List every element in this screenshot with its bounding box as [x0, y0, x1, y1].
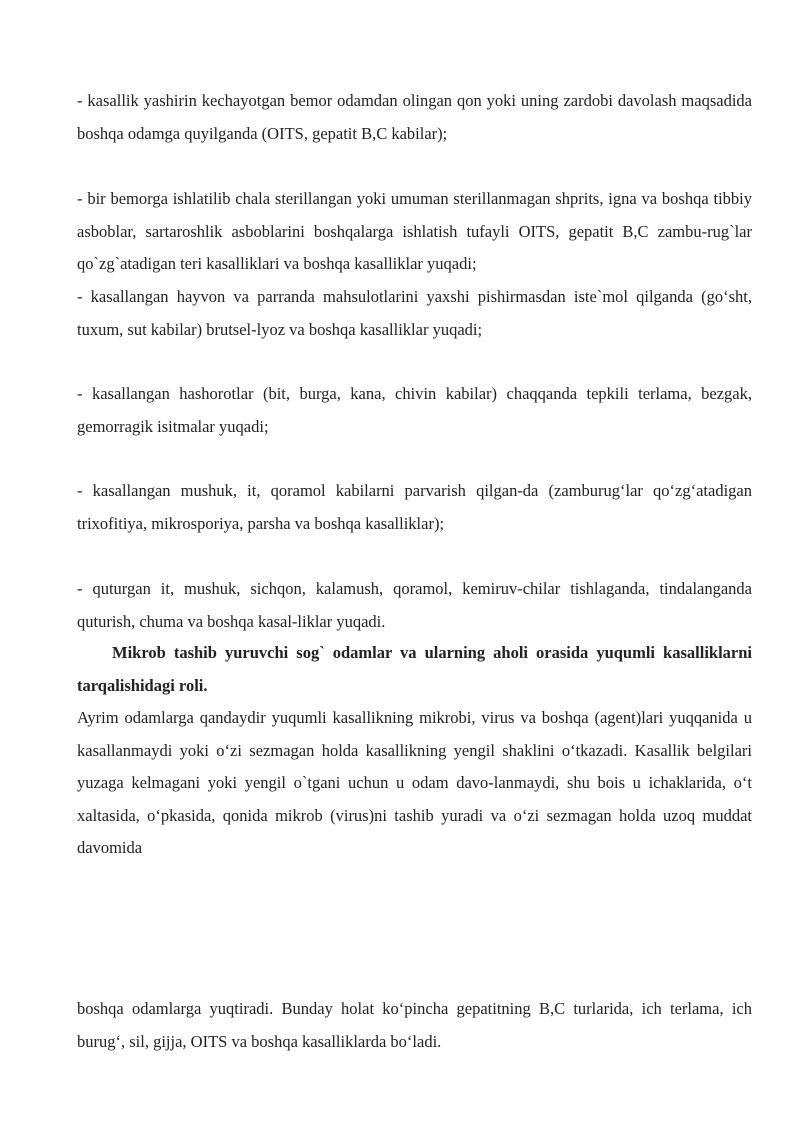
paragraph-insects: - kasallangan hashorotlar (bit, burga, kana, chivin kabilar) chaqqanda tepkili terlama, bezgak, gemorragik isitmalar yuqadi; — [77, 384, 752, 436]
final-paragraph: boshqa odamlarga yuqtiradi. Bunday holat ko‘pincha gepatitning B,C turlarida, ich terlama, ich burug‘, sil, gijja, OITS va boshqa kasalliklarda bo‘ladi. — [77, 999, 752, 1051]
paragraph-animal-products: - kasallangan hayvon va parranda mahsulotlarini yaxshi pishirmasdan iste`mol qilganda (go‘sht, tuxum, sut kabilar) brutsel-lyoz va boshqa kasalliklar yuqadi; — [77, 287, 752, 339]
paragraph-pets-care: - kasallangan mushuk, it, qoramol kabilarni parvarish qilgan-da (zamburug‘lar qo‘zg‘atadigan trixofitiya, mikrosporiya, parsha va boshqa kasalliklar); — [77, 481, 752, 533]
body-paragraph: Ayrim odamlarga qandaydir yuqumli kasallikning mikrobi, virus va boshqa (agent)lari yuqqanida u kasallanmaydi yoki o‘zi sezmagan holda kasallikning yengil shaklini o‘tkazadi. Kasallik belgilari yuzaga kelmagani yoki yengil o`tgani uchun u odam davo-lanmaydi, shu bois u ichaklarida, o‘t xaltasida, o‘pkasida, qonida mikrob (virus)ni tashib yuradi va o‘zi sezmagan holda uzoq muddat davomida — [77, 708, 752, 857]
paragraph-rabid-animals: - quturgan it, mushuk, sichqon, kalamush, qoramol, kemiruv-chilar tishlaganda, tindalanganda quturish, chuma va boshqa kasal-liklar yuqadi. — [77, 579, 752, 631]
section-heading: Mikrob tashib yuruvchi sog` odamlar va ularning aholi orasida yuqumli kasalliklarni tarqalishidagi roli. — [77, 643, 752, 695]
paragraph-unsterile-instruments: - bir bemorga ishlatilib chala sterillangan yoki umuman sterillanmagan shprits, igna va boshqa tibbiy asboblar, sartaroshlik asboblarini boshqalarga ishlatish tufayli OITS, gepatit B,C zambu-rug`lar qo`zg`atadigan teri kasalliklari va boshqa kasalliklar yuqadi; — [77, 189, 752, 273]
paragraph-blood-transfusion: - kasallik yashirin kechayotgan bemor odamdan olingan qon yoki uning zardobi davolash maqsadida boshqa odamga quyilganda (OITS, gepatit B,C kabilar); — [77, 91, 752, 143]
